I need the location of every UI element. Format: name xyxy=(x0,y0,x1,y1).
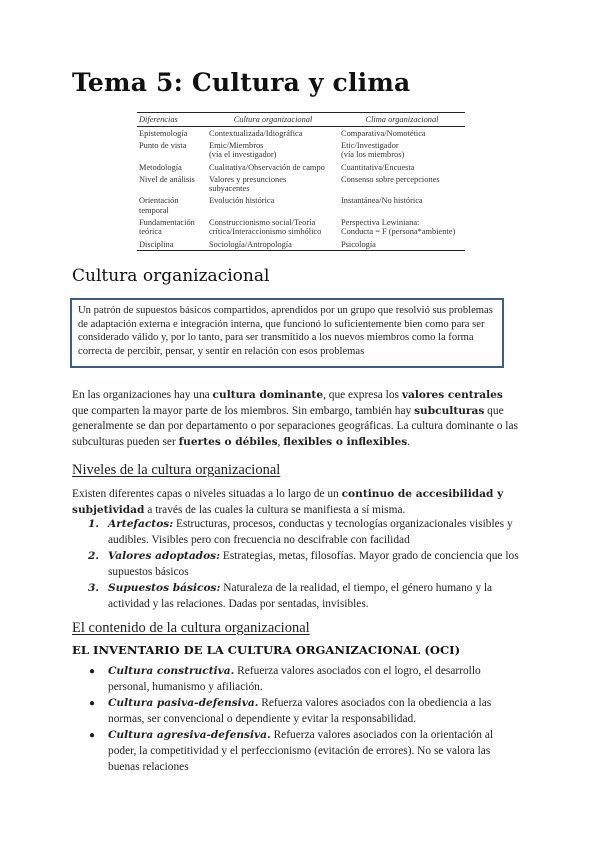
list-text: Estrategias, metas, filosofías. Mayor grado de conciencia que los supuestos básicos xyxy=(108,550,519,578)
table-cell: Punto de vista xyxy=(139,140,187,150)
table-cell: Cuantitativa/Encuesta xyxy=(341,162,415,172)
table-cell: Fundamentación teórica xyxy=(139,217,195,237)
text-run: que generalmente se dan por departamento o por separaciones geográficas. La cultura dominante o las subculturas pueden ser xyxy=(72,404,518,448)
table-cell: Cualitativa/Observación de campo xyxy=(209,162,325,172)
section-heading-contenido: El contenido de la cultura organizacional xyxy=(72,620,310,636)
bold-run: valores centrales xyxy=(401,389,503,401)
list-number: 2. xyxy=(88,550,100,563)
text-run: a través de las cuales la cultura se manifiesta a sí misma. xyxy=(144,503,406,516)
table-cell: Perspectiva Lewiniana: Conducta = F (persona*ambiente) xyxy=(341,217,456,237)
table-body xyxy=(137,127,465,251)
table-cell: Valores y presunciones subyacentes xyxy=(209,174,287,194)
list-text: Refuerza valores asociados con la orientación al poder, la competitividad y el perfeccionismo (evitación de errores). No se valora las buenas relaciones xyxy=(108,729,494,773)
list-number: 3. xyxy=(88,582,100,595)
table-cell: Contextualizada/Idiográfica xyxy=(209,128,303,138)
list-term: Cultura pasiva-defensiva. xyxy=(108,697,259,710)
table-row xyxy=(137,238,465,251)
bold-run: fuertes o débiles xyxy=(178,435,278,448)
text-run: , xyxy=(277,435,284,448)
list-item xyxy=(72,696,524,727)
list-item xyxy=(72,517,524,548)
table-row xyxy=(137,173,465,195)
paragraph-niveles-intro xyxy=(72,487,522,518)
list-term: Artefactos: xyxy=(108,518,174,530)
list-number: 1. xyxy=(88,518,100,530)
table-cell: Instantánea/No histórica xyxy=(341,196,423,206)
table-row xyxy=(137,140,465,162)
list-text: Estructuras, procesos, conductas y tecnologías organizacionales visibles y audibles. Visibles pero con frecuencia no descifrable con facilidad xyxy=(108,518,513,546)
table-cell: Psicología xyxy=(339,238,465,251)
oci-list xyxy=(72,664,524,776)
text-run: que comparten la mayor parte de los miembros. Sin embargo, también hay xyxy=(72,404,415,417)
list-term: Cultura constructiva. xyxy=(108,665,235,677)
table-cell: Disciplina xyxy=(137,238,207,251)
section-heading-niveles: Niveles de la cultura organizacional xyxy=(72,462,281,478)
table-header-cell: Clima organizacional xyxy=(339,113,465,127)
table-cell: Etic/Investigador (vía los miembros) xyxy=(341,140,405,160)
table-cell: Construccionismo social/Teoría crítica/Interaccionismo simbólico xyxy=(209,217,322,237)
definition-box: Un patrón de supuestos básicos compartidos, aprendidos por un grupo que resolvió sus problemas de adaptación externa e integración interna, que funcionó lo suficientemente bien como para ser considerado válido y, por lo tanto, para ser transmitido a los nuevos miembros como la forma correcta de percibir, pensar, y sentir en relación con esos problemas xyxy=(70,298,504,368)
table-cell: Evolución histórica xyxy=(209,196,275,206)
table-header-cell: Diferencias xyxy=(137,113,207,127)
bold-run: cultura dominante xyxy=(212,389,324,401)
list-text: Refuerza valores asociados con el logro, el desarrollo personal, humanismo y afiliación. xyxy=(108,665,481,693)
list-item xyxy=(72,581,524,612)
table-header-row xyxy=(137,113,465,127)
bullet-icon: ● xyxy=(89,698,96,710)
text-run: En las organizaciones hay una xyxy=(72,389,213,401)
table-cell: Comparativa/Nomotética xyxy=(341,128,426,138)
table-row xyxy=(137,217,465,239)
text-run: . xyxy=(407,435,411,448)
bullet-icon: ● xyxy=(89,666,96,677)
list-term: Supuestos básicos: xyxy=(108,582,221,595)
list-item xyxy=(72,664,524,695)
bold-run: flexibles o inflexibles xyxy=(283,435,408,448)
list-item xyxy=(72,549,524,580)
table-cell: Sociología/Antropología xyxy=(207,238,339,251)
text-run: , que expresa los xyxy=(323,389,402,401)
table-cell: Epistemología xyxy=(139,128,188,138)
table-cell: Nivel de análisis xyxy=(139,174,195,184)
levels-list xyxy=(72,517,524,614)
table-row xyxy=(137,161,465,173)
list-text: Refuerza valores asociados con la obediencia a las normas, ser convencional o dependiente y evitar la responsabilidad. xyxy=(108,697,492,725)
list-term: Valores adoptados: xyxy=(108,550,221,563)
oci-heading: EL INVENTARIO DE LA CULTURA ORGANIZACIONAL (OCI) xyxy=(72,643,461,657)
table-row xyxy=(137,127,465,140)
table-cell: Emic/Miembros (vía el investigador) xyxy=(209,140,277,160)
bold-run: continuo de accesibilidad y subjetividad xyxy=(72,488,504,516)
list-item xyxy=(72,728,524,775)
comparison-table xyxy=(137,112,465,251)
paragraph-cultura-dominante xyxy=(72,388,522,450)
table-row xyxy=(137,195,465,217)
text-run: Existen diferentes capas o niveles situadas a lo largo de un xyxy=(72,488,342,500)
table-cell: Consenso sobre percepciones xyxy=(341,174,440,184)
bold-run: subculturas xyxy=(414,404,485,417)
table-cell: Orientación temporal xyxy=(139,196,179,215)
table-cell: Metodología xyxy=(139,162,182,172)
bullet-icon: ● xyxy=(89,730,96,742)
table-header-cell: Cultura organizacional xyxy=(207,113,339,127)
list-text: Naturaleza de la realidad, el tiempo, el género humano y la actividad y las relaciones. Dadas por sentadas, invisibles. xyxy=(108,582,493,610)
page-title: Tema 5: Cultura y clima xyxy=(72,68,411,97)
list-term: Cultura agresiva-defensiva. xyxy=(108,729,271,742)
section-heading-cultura: Cultura organizacional xyxy=(72,266,270,286)
